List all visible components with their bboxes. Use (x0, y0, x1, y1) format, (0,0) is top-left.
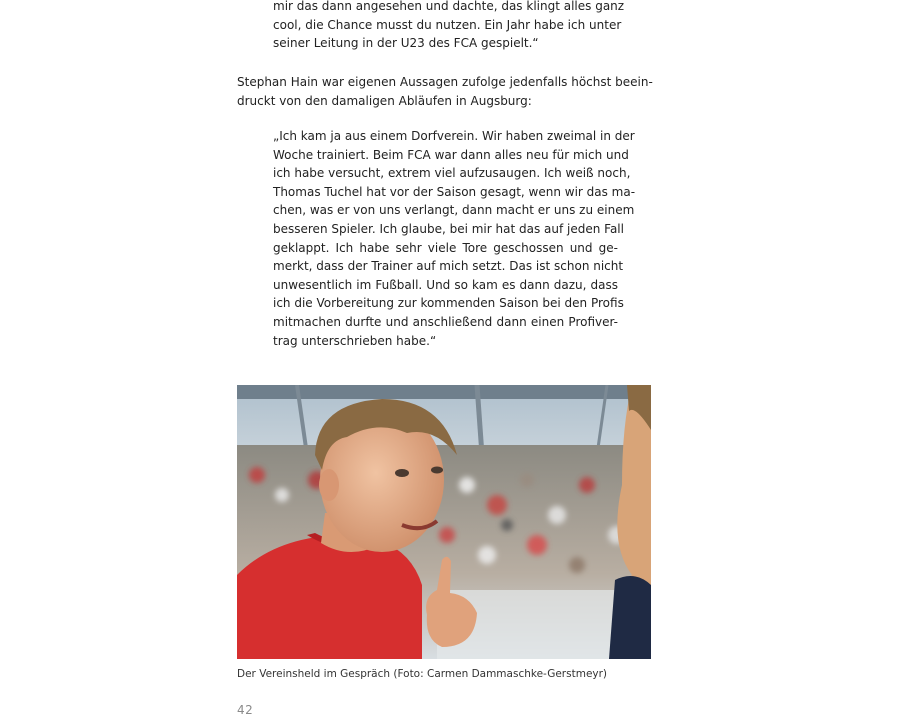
text-line: Thomas Tuchel hat vor der Saison gesagt, wenn wir das ma- (273, 184, 636, 199)
text-line: Woche trainiert. Beim FCA war dann alles neu für mich und (273, 147, 629, 162)
text-line: Stephan Hain war eigenen Aussagen zufolge jedenfalls höchst beein- (237, 75, 653, 89)
text-line: trag unterschrieben habe.“ (273, 333, 437, 348)
text-line: ich die Vorbereitung zur kommenden Saison bei den Profis (273, 296, 624, 311)
top-quote-continuation (273, 0, 625, 53)
page-number: 42 (237, 703, 254, 717)
text-line: geklappt. Ich habe sehr viele Tore geschossen und ge- (273, 240, 618, 255)
body-paragraph (237, 73, 651, 110)
text-line: besseren Spieler. Ich glaube, bei mir hat das auf jeden Fall (273, 221, 624, 236)
text-line: chen, was er von uns verlangt, dann macht er uns zu einem (273, 203, 635, 218)
text-line: druckt von den damaligen Abläufen in Augsburg: (237, 93, 532, 108)
text-line: merkt, dass der Trainer auf mich setzt. Das ist schon nicht (273, 259, 624, 274)
text-line: mir das dann angesehen und dachte, das klingt alles ganz (273, 0, 625, 13)
text-line: cool, die Chance musst du nutzen. Ein Jahr habe ich unter (273, 17, 622, 32)
football-player-photo (237, 385, 651, 659)
block-quote (273, 127, 636, 350)
text-line: mitmachen durfte und anschließend dann einen Profiver- (273, 314, 618, 329)
text-line: unwesentlich im Fußball. Und so kam es dann dazu, dass (273, 277, 618, 292)
photo-caption: Der Vereinsheld im Gespräch (Foto: Carmen Dammaschke-Gerstmeyr) (237, 668, 608, 680)
text-line: seiner Leitung in der U23 des FCA gespielt.“ (273, 36, 539, 51)
text-line: ich habe versucht, extrem viel aufzusaugen. Ich weiß noch, (273, 166, 631, 181)
text-line: „Ich kam ja aus einem Dorfverein. Wir haben zweimal in der (273, 129, 635, 143)
